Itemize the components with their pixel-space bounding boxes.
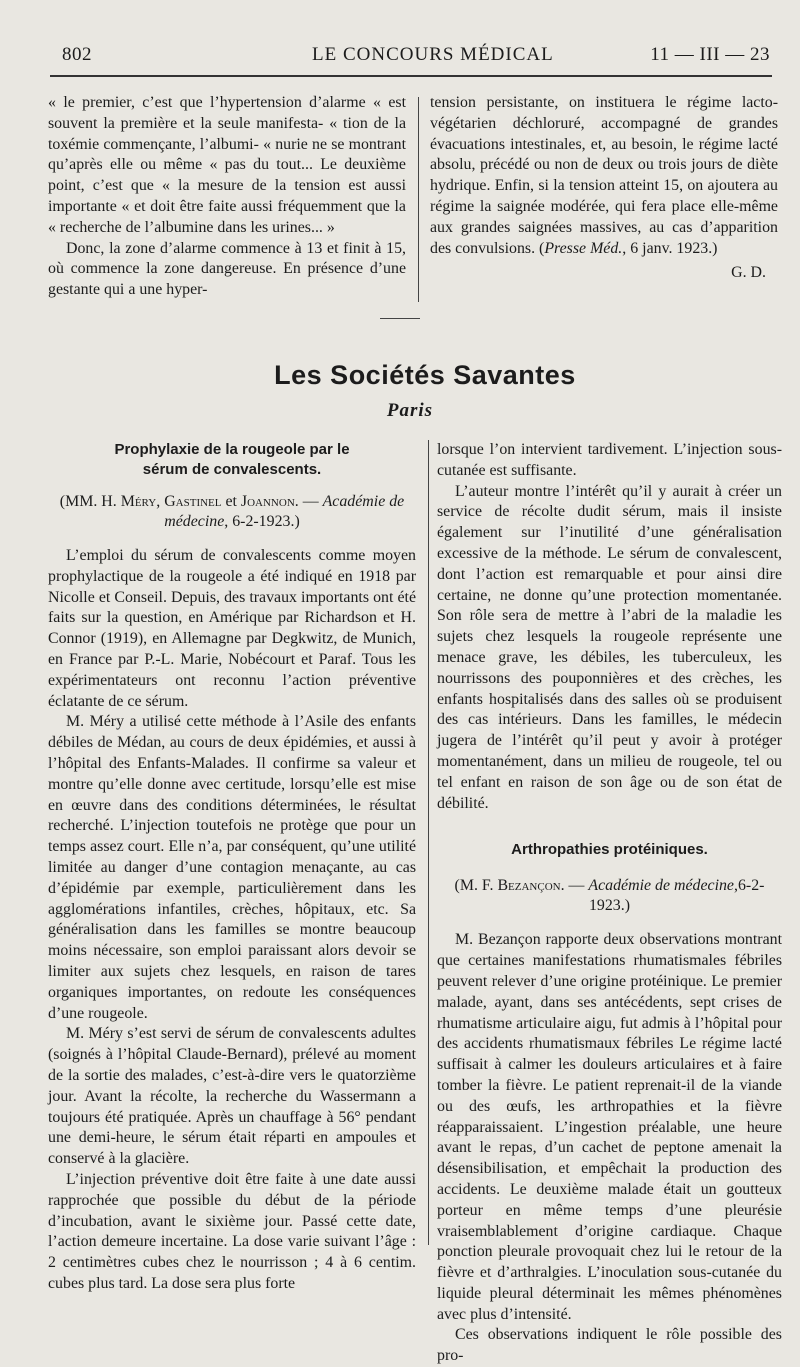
body-paragraph: M. Bezançon rapporte deux observations montrant que certaines manifestations rhumatismales fébriles peuvent relever d’une origine protéinique. Le premier malade, ayant, dans ses antécédents, sept crises de rhumatisme articulaire aigu, fut admis à l’hôpital pour des accidents rhumatismaux fébriles Le régime lacté suffisait à calmer les douleurs articulaires et à faire tomber la fièvre. Le patient reprenait-il de la viande ou des œufs, les arthropathies et la fièvre réapparaissaient. L’ingestion préalable, une heure avant le repas, d’un cachet de peptone amenait la désensibilisation, et empêchait la production des accidents. Le deuxième malade était un goutteux porteur en même temps d’une pleurésie vraisemblablement d’origine cardiaque. Chaque ponction pleurale provoquait chez lui le retour de la fièvre et d’arthralgies. L’inoculation sous-cutanée du liquide pleural déterminait les mêmes phénomènes avec plus d’intensité.: [437, 931, 782, 1323]
body-paragraph: Donc, la zone d’alarme commence à 13 et finit à 15, où commence la zone dangereuse. En présence d’une gestante qui a une hyper-: [48, 239, 406, 299]
article-title: Arthropathies protéiniques.: [511, 841, 708, 859]
body-paragraph: M. Méry a utilisé cette méthode à l’Asile des enfants débiles de Médan, au cours de deux épidémies, et aussi à l’hôpital des Enfants-Malades. Il confirme sa valeur et montre qu’elle donne avec certitude, lorsqu’elle est mise en œuvre dans des conditions déterminées, le résultat recherché. L’injection toutefois ne protège que pour un temps assez court. Elle n’a, par conséquent, qu’une utilité limitée au danger d’une contagion menaçante, au cas d’épidémie par exemple, particulièrement dans les agglomérations infantiles, crèches, hôpitaux, etc. Sa généralisation dans les familles se montre beaucoup moins nécessaire, son emploi paraissant alors devoir se limiter aux sujets chez lesquels, en raison de tares organiques importantes, on redoute les conséquences d’une rougeole.: [48, 713, 416, 1022]
journal-title: LE CONCOURS MÉDICAL: [312, 44, 554, 65]
article-reference: (M. F. Bezançon. — Académie de médecine,6-2-1923.): [454, 877, 765, 915]
article-reference: (MM. H. Méry, Gastinel et Joannon. — Académie de médecine, 6-2-1923.): [59, 493, 405, 530]
body-paragraph: lorsque l’on intervient tardivement. L’injection sous-cutanée est suffisante.: [437, 441, 782, 479]
body-paragraph: Ces observations indiquent le rôle possible des pro-: [437, 1326, 782, 1365]
source-name: Presse Méd.: [544, 239, 623, 257]
section-city: Paris: [386, 400, 434, 421]
article-title: Prophylaxie de la rougeole par le sérum de convalescents.: [114, 441, 350, 478]
venue: Académie de médecine: [164, 493, 405, 530]
venue: Académie de médecine: [588, 877, 734, 895]
section-title: Les Sociétés Savantes: [274, 360, 576, 390]
issue-date: 11 — III — 23: [650, 44, 770, 65]
signature: G. D.: [731, 264, 766, 282]
page-number: 802: [62, 44, 92, 65]
page-header: [62, 44, 770, 72]
column-rule: [428, 440, 429, 1245]
body-paragraph: L’auteur montre l’intérêt qu’il y aurait à créer un service de récolte dudit sérum, mais il insiste également sur l’inutilité d’une généralisation excessive de la méthode. Le sérum de convalescent, dont l’action est remarquable et pour ainsi dire certaine, ne donne qu’une protection momentanée. Son rôle sera de mettre à l’abri de la maladie les sujets chez lesquels la rougeole représente une menace grave, les débiles, les tuberculeux, les nourrissons des pouponnières et des crèches, les enfants hospitalisés dans des salles où se produisent des cas intérieurs. Dans les familles, le médecin jugera de l’intérêt qu’il peut y avoir à protéger momentanément, dans un milieu de rougeole, tel ou tel enfant en raison de son âge ou de son état de débilité.: [437, 482, 782, 812]
body-paragraph: L’injection préventive doit être faite à une date aussi rapprochée que possible du début de la période d’incubation, avant le sixième jour. Passé cette date, l’action demeure incertaine. La dose varie suivant l’âge : 2 centimètres cubes chez le nourrisson ; 4 à 6 centim. cubes plus tard. La dose sera plus forte: [48, 1170, 416, 1292]
source-date: , 6 janv. 1923.): [622, 239, 718, 257]
author-name: Bezançon: [497, 877, 561, 895]
author-name: Gastinel: [164, 493, 222, 510]
column-rule: [418, 97, 419, 302]
body-paragraph: M. Méry s’est servi de sérum de convalescents adultes (soignés à l’hôpital Claude-Bernard), prélevé au moment de la sortie des malades, c’est-à-dire vers le quatorzième jour. Avant la récolte, la recherche du Wassermann a toujours été pratiquée. Après un chauffage à 56° pendant une demi-heure, le sérum était réparti en ampoules et conservé à la glacière.: [48, 1025, 416, 1168]
author-name: Méry: [120, 493, 157, 510]
author-name: Joannon: [240, 493, 295, 510]
separator-rule: [380, 318, 420, 319]
body-text: tension persistante, on instituera le régime lacto-végétarien déchloruré, accompagné de grandes évacuations intestinales, et, au besoin, le régime lacté absolu, précédé ou non de deux ou trois jours de diète hydrique. Enfin, si la tension atteint 15, on ajoutera au régime la saignée modérée, qui fera place elle-même aux grandes saignées massives, au cas d’apparition des convulsions. (: [430, 94, 778, 257]
quote-paragraph: « le premier, c’est que l’hypertension d’alarme « est souvent la première et la seule manifesta- « tion de la toxémie commençante, l’albumi- « nurie ne se montrant qu’après elle ou même « pas du tout... Le deuxième point, c’est que « la mesure de la tension est aussi importante « et doit être faite aussi fréquemment que la « recherche de l’albumine dans les urines... »: [48, 94, 406, 236]
bottom-left-column: [48, 440, 416, 1295]
bottom-right-column: [437, 440, 782, 1367]
top-right-column: [430, 93, 778, 284]
header-rule: [50, 75, 772, 77]
body-paragraph: L’emploi du sérum de convalescents comme moyen prophylactique de la rougeole a été indiqué en 1918 par Nicolle et Conseil. Depuis, des travaux importants ont été faits sur la question, en Amérique par Richardson et H. Connor (1919), en Allemagne par Degkwitz, de Munich, en France par P.-L. Marie, Nobécourt et Paraf. Tous les expérimentateurs ont reconnu l’action préventive éclatante de ce sérum.: [48, 547, 416, 710]
top-left-column: [48, 93, 406, 301]
